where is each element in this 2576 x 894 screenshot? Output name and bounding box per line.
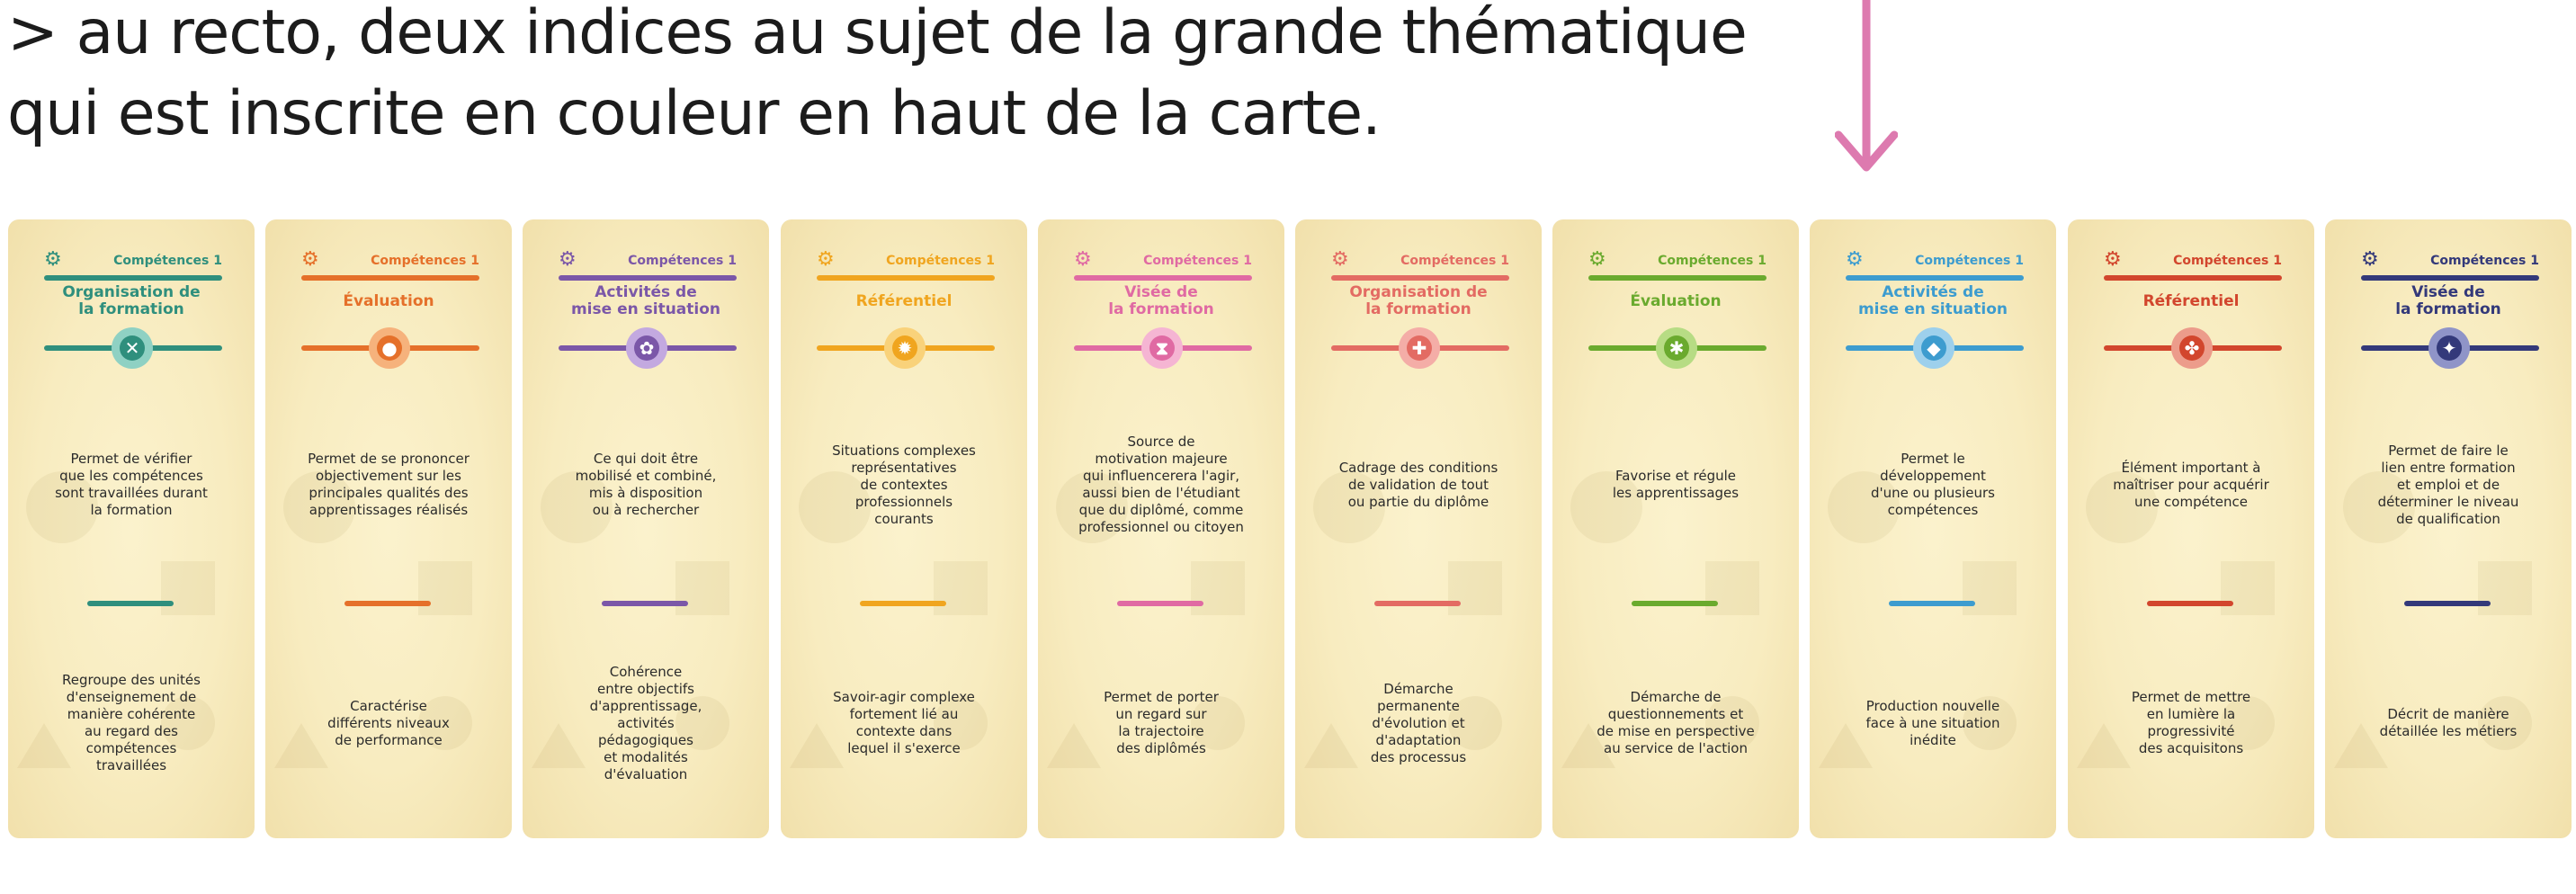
competence-badge: Compétences 1 bbox=[1915, 254, 2024, 268]
square-cross-icon: ✚ bbox=[1407, 335, 1432, 361]
quatrefoil-icon: ✤ bbox=[2179, 335, 2205, 361]
theme-card bbox=[1295, 219, 1542, 838]
theme-medal bbox=[1141, 327, 1183, 369]
card-header bbox=[1331, 248, 1509, 271]
clue-separator bbox=[860, 601, 946, 606]
theme-medal bbox=[1656, 327, 1697, 369]
clue-1 bbox=[1311, 408, 1525, 561]
clue-2 bbox=[1054, 642, 1268, 804]
competence-badge: Compétences 1 bbox=[628, 254, 737, 268]
card-theme: Visée de la formation bbox=[1108, 283, 1214, 318]
card-row bbox=[8, 219, 2570, 838]
down-arrow-icon bbox=[1835, 0, 1898, 180]
clue-2-text: Permet de porter un regard sur la trajectoire des diplômés bbox=[1104, 689, 1219, 756]
header-rule bbox=[1588, 275, 1767, 281]
header-rule bbox=[301, 275, 479, 281]
theme-medal bbox=[112, 327, 153, 369]
clue-2 bbox=[1826, 642, 2040, 804]
card-header bbox=[301, 248, 479, 271]
theme-medal bbox=[884, 327, 926, 369]
clue-2-text: Savoir-agir complexe fortement lié au contexte dans lequel il s'exerce bbox=[833, 689, 975, 756]
theme-medal bbox=[1913, 327, 1954, 369]
theme-card bbox=[1810, 219, 2056, 838]
clue-2-text: Regroupe des unités d'enseignement de manière cohérente au regard des compétences travaillées bbox=[62, 672, 201, 773]
intro-text bbox=[7, 0, 1788, 155]
header-rule bbox=[1331, 275, 1509, 281]
card-theme: Activités de mise en situation bbox=[1857, 283, 2008, 318]
theme-card bbox=[1038, 219, 1284, 838]
clue-2 bbox=[24, 642, 238, 804]
card-header bbox=[44, 248, 222, 271]
card-header bbox=[1846, 248, 2024, 271]
clue-1 bbox=[282, 408, 496, 561]
clue-separator bbox=[2404, 601, 2491, 606]
theme-medal bbox=[2171, 327, 2213, 369]
clue-2 bbox=[1311, 642, 1525, 804]
clue-2 bbox=[2341, 642, 2555, 804]
gear-icon: ⚙ bbox=[2361, 248, 2379, 271]
theme-card bbox=[2068, 219, 2314, 838]
clue-1-text: Permet le développement d'une ou plusieurs compétences bbox=[1870, 451, 1995, 518]
card-header bbox=[2104, 248, 2282, 271]
theme-card bbox=[265, 219, 512, 838]
card-theme: Visée de la formation bbox=[2395, 283, 2501, 318]
card-theme: Référentiel bbox=[855, 292, 953, 310]
close-cross-icon: ✕ bbox=[120, 335, 145, 361]
clue-separator bbox=[344, 601, 431, 606]
gear-icon: ⚙ bbox=[44, 248, 62, 271]
competence-badge: Compétences 1 bbox=[2173, 254, 2282, 268]
gear-icon: ⚙ bbox=[301, 248, 319, 271]
circle-icon: ● bbox=[377, 335, 402, 361]
asterisk-icon: ✱ bbox=[1664, 335, 1689, 361]
clue-2 bbox=[2084, 642, 2298, 804]
clue-1 bbox=[1569, 408, 1783, 561]
card-header bbox=[817, 248, 995, 271]
competence-badge: Compétences 1 bbox=[113, 254, 222, 268]
header-rule bbox=[44, 275, 222, 281]
clue-2-text: Permet de mettre en lumière la progressivité des acquisitons bbox=[2131, 689, 2251, 756]
clue-separator bbox=[2147, 601, 2233, 606]
theme-card bbox=[2325, 219, 2572, 838]
clue-1-text: Permet de faire le lien entre formation et emploi et de déterminer le niveau de qualification bbox=[2377, 442, 2519, 527]
clue-1 bbox=[24, 408, 238, 561]
card-theme: Référentiel bbox=[2142, 292, 2240, 310]
clue-separator bbox=[1117, 601, 1203, 606]
theme-medal bbox=[369, 327, 410, 369]
gear-icon: ⚙ bbox=[1588, 248, 1606, 271]
header-rule bbox=[559, 275, 737, 281]
gear-flower-icon: ✿ bbox=[634, 335, 659, 361]
clue-2-text: Décrit de manière détaillée les métiers bbox=[2379, 706, 2518, 739]
clue-2-text: Caractérise différents niveaux de performance bbox=[327, 697, 450, 748]
theme-card bbox=[523, 219, 769, 838]
theme-card bbox=[781, 219, 1027, 838]
theme-medal bbox=[1399, 327, 1440, 369]
competence-badge: Compétences 1 bbox=[371, 254, 479, 268]
competence-badge: Compétences 1 bbox=[1400, 254, 1509, 268]
card-theme: Évaluation bbox=[343, 292, 434, 310]
card-theme: Organisation de la formation bbox=[1349, 283, 1488, 318]
clue-1 bbox=[539, 408, 753, 561]
theme-medal bbox=[2428, 327, 2470, 369]
competence-badge: Compétences 1 bbox=[1658, 254, 1767, 268]
card-header bbox=[1074, 248, 1252, 271]
clue-1-text: Ce qui doit être mobilisé et combiné, mis à disposition ou à rechercher bbox=[575, 451, 717, 518]
clue-2 bbox=[539, 642, 753, 804]
gear-icon: ⚙ bbox=[817, 248, 835, 271]
clue-1-text: Favorise et régule les apprentissages bbox=[1612, 468, 1740, 501]
clue-1-text: Permet de se prononcer objectivement sur les principales qualités des apprentissages réalisés bbox=[308, 451, 470, 518]
clue-1 bbox=[2084, 408, 2298, 561]
clue-separator bbox=[602, 601, 688, 606]
clue-2-text: Démarche permanente d'évolution et d'adaptation des processus bbox=[1370, 680, 1467, 765]
gear-icon: ⚙ bbox=[1331, 248, 1349, 271]
clue-separator bbox=[87, 601, 174, 606]
bow-icon: ⧗ bbox=[1149, 335, 1175, 361]
header-rule bbox=[2104, 275, 2282, 281]
gear-icon: ⚙ bbox=[559, 248, 577, 271]
clue-2-text: Démarche de questionnements et de mise en perspective au service de l'action bbox=[1597, 689, 1755, 756]
clue-1 bbox=[1826, 408, 2040, 561]
gear-icon: ⚙ bbox=[1846, 248, 1864, 271]
card-theme: Évaluation bbox=[1630, 292, 1722, 310]
header-rule bbox=[817, 275, 995, 281]
clue-separator bbox=[1632, 601, 1718, 606]
intro-line-2: qui est inscrite en couleur en haut de la carte. bbox=[7, 78, 1381, 149]
theme-card bbox=[8, 219, 255, 838]
clue-2-text: Production nouvelle face à une situation inédite bbox=[1865, 697, 2000, 748]
clue-1 bbox=[1054, 408, 1268, 561]
card-header bbox=[2361, 248, 2539, 271]
competence-badge: Compétences 1 bbox=[886, 254, 995, 268]
header-rule bbox=[1074, 275, 1252, 281]
gear-icon: ⚙ bbox=[2104, 248, 2122, 271]
competence-badge: Compétences 1 bbox=[1143, 254, 1252, 268]
header-rule bbox=[2361, 275, 2539, 281]
clue-1-text: Situations complexes représentatives de contextes professionnels courants bbox=[832, 442, 976, 527]
card-header bbox=[559, 248, 737, 271]
clue-1 bbox=[797, 408, 1011, 561]
clue-2 bbox=[1569, 642, 1783, 804]
card-header bbox=[1588, 248, 1767, 271]
gear-icon: ⚙ bbox=[1074, 248, 1092, 271]
clue-separator bbox=[1374, 601, 1461, 606]
header-rule bbox=[1846, 275, 2024, 281]
star-icon: ✦ bbox=[2437, 335, 2462, 361]
clue-1-text: Source de motivation majeure qui influencerera l'agir, aussi bien de l'étudiant que du diplômé, comme professionnel ou citoyen bbox=[1078, 434, 1244, 535]
competence-badge: Compétences 1 bbox=[2430, 254, 2539, 268]
diamond-icon: ◆ bbox=[1921, 335, 1946, 361]
clue-separator bbox=[1889, 601, 1975, 606]
theme-card bbox=[1552, 219, 1799, 838]
sun-icon: ✹ bbox=[892, 335, 917, 361]
clue-2 bbox=[282, 642, 496, 804]
clue-1 bbox=[2341, 408, 2555, 561]
card-theme: Activités de mise en situation bbox=[570, 283, 721, 318]
theme-medal bbox=[626, 327, 667, 369]
clue-1-text: Permet de vérifier que les compétences sont travaillées durant la formation bbox=[55, 451, 208, 518]
clue-1-text: Cadrage des conditions de validation de tout ou partie du diplôme bbox=[1338, 459, 1498, 510]
intro-line-1: > au recto, deux indices au sujet de la grande thématique bbox=[7, 0, 1747, 68]
clue-1-text: Élément important à maîtriser pour acquérir une compétence bbox=[2113, 459, 2269, 510]
clue-2 bbox=[797, 642, 1011, 804]
clue-2-text: Cohérence entre objectifs d'apprentissage, activités pédagogiques et modalités d'évaluation bbox=[589, 663, 702, 782]
card-theme: Organisation de la formation bbox=[62, 283, 201, 318]
